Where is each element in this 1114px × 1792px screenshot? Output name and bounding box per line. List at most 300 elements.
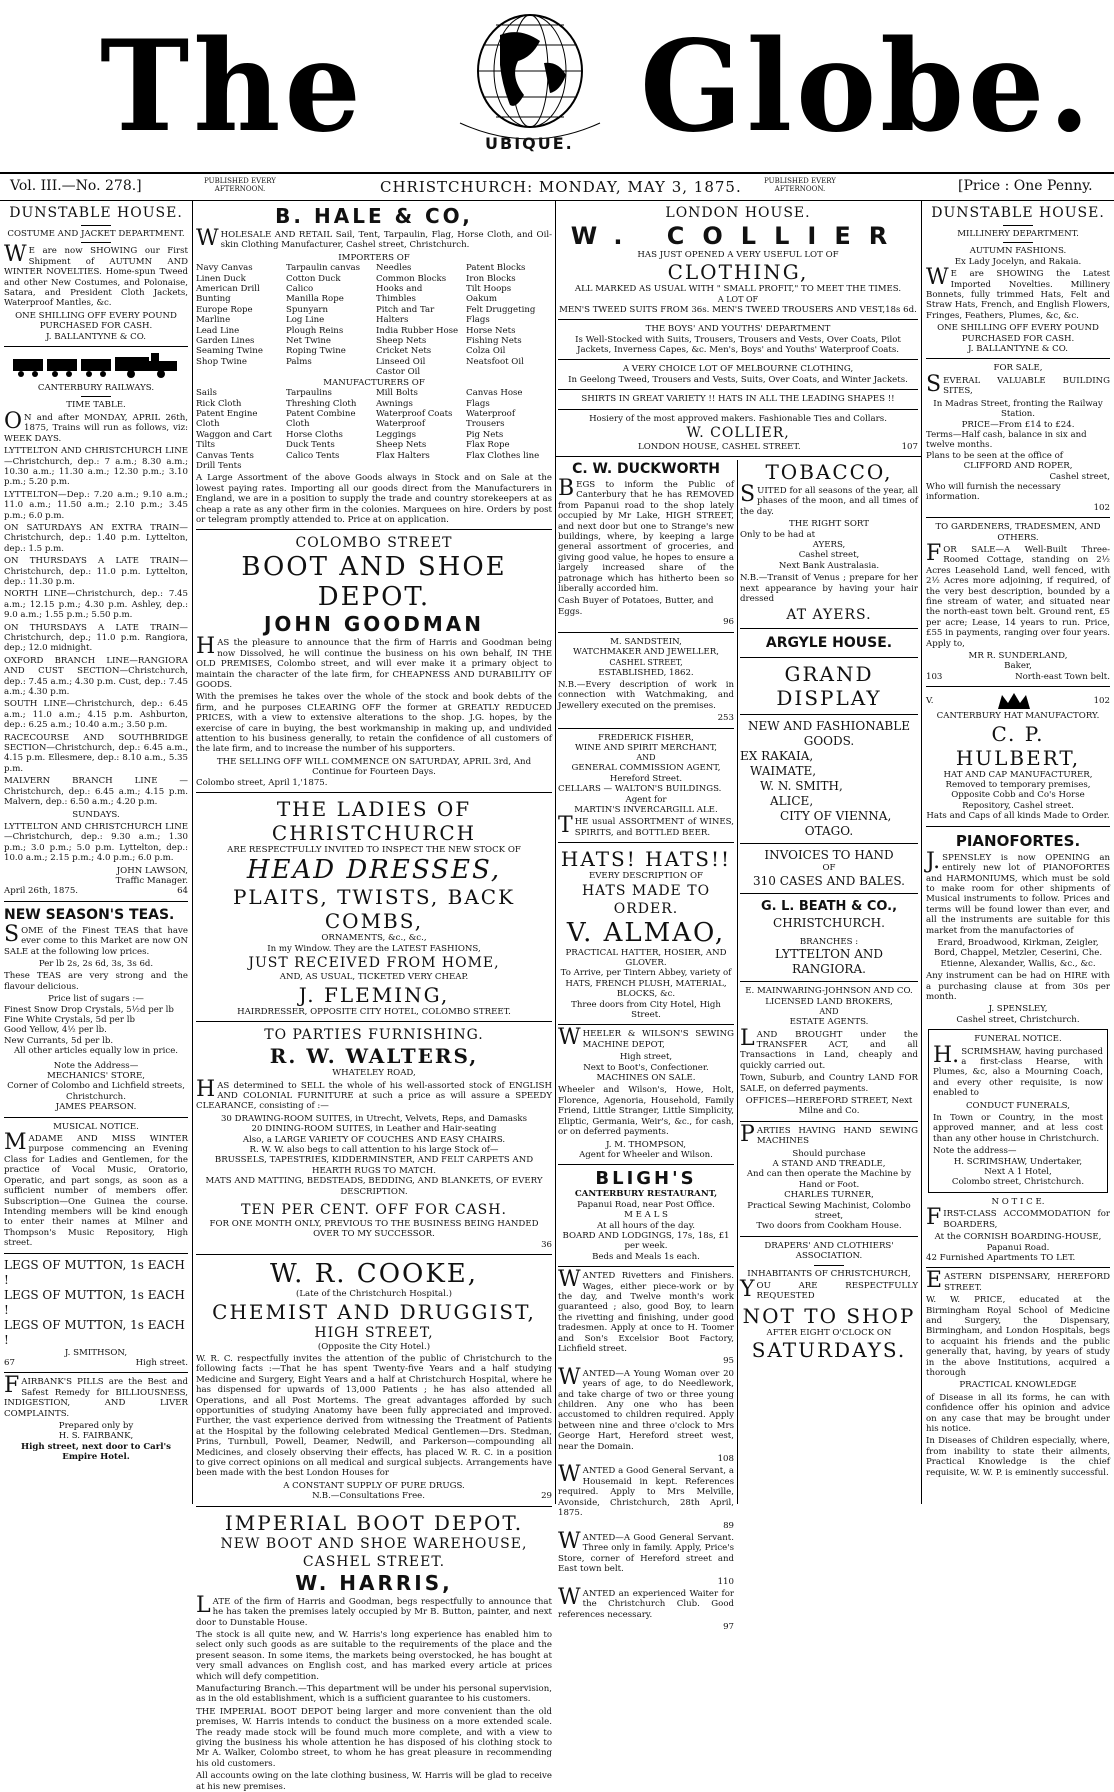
masthead-title-left: The bbox=[100, 12, 365, 161]
ad-heading: COLOMBO STREET bbox=[295, 535, 453, 552]
column-divider bbox=[921, 200, 922, 1504]
ad-body: HAS determined to SELL the whole of his well-assorted stock of ENGLISH AND COLONIAL FURNITURE at such a price as will assure a SPEEDY CLEARANCE, consisting of :— bbox=[196, 1076, 552, 1112]
ad-body: MADAME AND MISS WINTER purpose commencing an Evening Class for Ladies and Gentlemen, for the practice of Vocal Music, Oratorio, Operatic, and part songs, as soon as a sufficient number of members offer. Subscription—One Guinea the course. Intending members will be kind enough to enter their names at Milner and Thompson's Music Repository, High street. bbox=[4, 1130, 188, 1249]
ad-body: WANTED a Good General Servant, a Housemaid in kept. References required. Apply to Mrs Melville, Avonside, Christchurch, 28th April, 1875. bbox=[558, 1462, 734, 1519]
column-3b bbox=[740, 460, 918, 1504]
ad-text: To Arrive, per Tintern Abbey, variety of bbox=[560, 968, 732, 979]
ad-text: MARTIN'S INVERCARGILL ALE. bbox=[574, 804, 718, 815]
ad-text: Hosiery of the most approved makers. Fashionable Ties and Collars. bbox=[589, 413, 887, 424]
ad-subheading: A VERY CHOICE LOT OF MELBOURNE CLOTHING, bbox=[622, 364, 854, 375]
crown-icon bbox=[996, 691, 1032, 711]
ad-text: FOR ONE MONTH ONLY, PREVIOUS TO THE BUSINESS BEING HANDED OVER TO MY SUCCESSOR. bbox=[209, 1218, 539, 1240]
column-2 bbox=[196, 204, 552, 1792]
list-item: Waterproof Trousers bbox=[466, 408, 515, 430]
ad-text: ARE RESPECTFULLY INVITED TO INSPECT THE NEW STOCK OF bbox=[227, 845, 521, 856]
ad-text: Cash Buyer of Potatoes, Butter, and Eggs. bbox=[558, 596, 714, 617]
ad-text: BRANCHES : bbox=[799, 936, 859, 947]
ad-text: AND, AS USUAL, TICKETED VERY CHEAP. bbox=[279, 972, 469, 983]
list-item: Europe Rope bbox=[196, 304, 253, 315]
ad-text: LICENSED LAND BROKERS, bbox=[765, 996, 893, 1007]
ad-signature: MR R. SUNDERLAND, bbox=[968, 651, 1068, 662]
ad-text: SEVERAL VALUABLE BUILDING SITES, bbox=[926, 371, 1110, 397]
ad-body: WE are now SHOWING our First Shipment of AUTUMN AND WINTER NOVELTIES. Home-spun Tweed and other New Costumes, and Polonaise, Satara, and President Cloth Jackets, Waterproof Mantles, &c. bbox=[4, 242, 188, 309]
list-item: Hooks and Thimbles bbox=[376, 284, 423, 305]
list-item: Calico bbox=[286, 284, 314, 295]
ad-body: In Diseases of Children especially, where, from inability to state their ailments, Practical Knowledge is the chief requisite, W. W. P. is eminently successful. bbox=[926, 1436, 1110, 1478]
ad-text: (Late of the Christchurch Hospital.) bbox=[296, 1289, 452, 1300]
ad-text: YOU ARE RESPECTFULLY REQUESTED bbox=[740, 1277, 918, 1303]
ad-heading: C. W. DUCKWORTH bbox=[572, 461, 720, 477]
ad-text: 42 Furnished Apartments TO LET. bbox=[926, 1252, 1076, 1263]
ad-body: WANTED—A Young Woman over 20 years of age, to do Needlework, and take charge of two or three young children. Any one who has been accustomed to children required. Apply between nine and three o'clock to Mrs George Hart, Hereford street west, near the Domain. bbox=[558, 1364, 734, 1452]
ad-heading: FOR SALE, bbox=[993, 363, 1043, 374]
list-item: Flax Rope bbox=[466, 440, 510, 451]
ad-body: THE usual ASSORTMENT of WINES, SPIRITS, and BOTTLED BEER. bbox=[558, 813, 734, 839]
ad-text: LEGS OF MUTTON, 1s EACH ! bbox=[4, 1317, 185, 1347]
list-item: Sheep Nets bbox=[376, 440, 427, 451]
ad-text: In Madras Street, fronting the Railway Station. bbox=[933, 398, 1103, 420]
list-item: Navy Canvas bbox=[196, 263, 253, 274]
ad-body: SUITED for all seasons of the year, all phases of the moon, and all times of the day. bbox=[740, 482, 918, 517]
list-item: Common Blocks bbox=[376, 273, 447, 284]
ad-text: LYTTELTON AND RANGIORA. bbox=[774, 947, 884, 977]
ad-heading: MUSICAL NOTICE. bbox=[53, 1121, 139, 1132]
ad-text: A STAND AND TREADLE, bbox=[772, 1158, 886, 1169]
ad-heading: THE LADIES OF CHRISTCHURCH bbox=[271, 797, 477, 846]
ad-subheading: CANTERBURY RESTAURANT, bbox=[574, 1189, 718, 1200]
ad-heading: FUNERAL NOTICE. bbox=[974, 1034, 1062, 1045]
ad-body: FAIRBANK'S PILLS are the Best and Safest Remedy for BILLIOUSNESS, INDIGESTION, AND LIVER COMPLAINTS. bbox=[4, 1373, 188, 1419]
list-item: Flax Halters bbox=[376, 450, 430, 461]
ad-body: All accounts owing on the late clothing business, W. Harris will be glad to receive at his new premises. bbox=[196, 1771, 552, 1792]
column-1 bbox=[4, 204, 188, 1504]
ad-text: Cashel street, bbox=[798, 550, 860, 561]
column-divider bbox=[192, 200, 193, 1504]
ad-heading: W. R. COOKE, bbox=[269, 1259, 478, 1290]
ad-text: Corner of Colombo and Lichfield streets, Christchurch. bbox=[7, 1081, 185, 1102]
list-item: Oakum bbox=[466, 294, 498, 305]
motto: UBIQUE. bbox=[485, 134, 574, 153]
ad-text: At the CORNISH BOARDING-HOUSE, Papanui Road. bbox=[934, 1232, 1102, 1253]
ad-heading: JOHN GOODMAN bbox=[263, 612, 485, 637]
ad-text: In Geelong Tweed, Trousers and Vests, Suits, Over Coats, and Winter Jackets. bbox=[568, 374, 908, 385]
ad-number: 95 bbox=[723, 1356, 734, 1367]
ad-signature: JOHN LAWSON, bbox=[116, 865, 188, 876]
ad-text: V. bbox=[926, 696, 934, 707]
price-item: New Currants, 5d per lb. bbox=[4, 1035, 114, 1046]
timetable-row: LYTTELTON—Dep.: 7.20 a.m.; 9.10 a.m.; 11.0 a.m.; 11.50 a.m.; 2.10 p.m.; 3.45 p.m.; 6.0 p.m. bbox=[4, 489, 188, 521]
ad-text: Agent for Wheeler and Wilson. bbox=[579, 1149, 713, 1160]
list-item: Mill Bolts bbox=[376, 388, 418, 399]
list-item: Horse Cloths bbox=[286, 429, 343, 440]
ad-text: Removed to temporary premises, bbox=[945, 780, 1091, 791]
ad-text: Only to be had at bbox=[740, 529, 816, 540]
ad-text: MECHANICS' STORE, bbox=[47, 1071, 145, 1082]
ad-number: 67 bbox=[4, 1357, 15, 1368]
ad-heading: V. ALMAO, bbox=[566, 917, 726, 948]
ad-text: A LOT OF bbox=[717, 294, 759, 304]
column-3a bbox=[558, 460, 734, 1633]
ad-text: PRICE—From £14 to £24. bbox=[961, 419, 1075, 430]
ad-subheading: IMPORTERS OF bbox=[338, 252, 410, 263]
list-item: Manilla Rope bbox=[286, 294, 344, 305]
ad-number: 96 bbox=[723, 617, 734, 628]
ad-body: Any instrument can be had on HIRE with a purchasing clause at from 30s per month. bbox=[926, 971, 1110, 1002]
ad-text: These TEAS are very strong and the flavour delicious. bbox=[4, 971, 188, 992]
list-item: Log Line bbox=[286, 315, 325, 326]
ad-signature: J. SMITHSON, bbox=[64, 1347, 128, 1358]
ad-text: Cashel street, bbox=[1049, 471, 1110, 482]
list-item: Spunyarn bbox=[286, 304, 329, 315]
ad-text: North-east Town belt. bbox=[1015, 671, 1110, 682]
ad-body: FIRST-CLASS ACCOMMODATION for BOARDERS, bbox=[926, 1205, 1110, 1231]
ad-text: WHATELEY ROAD, bbox=[332, 1068, 416, 1079]
ad-number: 110 bbox=[717, 1576, 734, 1587]
ad-text: 30 DRAWING-ROOM SUITES, in Utrecht, Velvets, Reps, and Damasks bbox=[220, 1113, 528, 1124]
ad-heading: C. P. HULBERT, bbox=[955, 721, 1081, 770]
ad-text: High street, next door to Carl's Empire Hotel. bbox=[20, 1441, 171, 1463]
ad-body: ON and after MONDAY, APRIL 26th, 1875, Trains will run as follows, viz: WEEK DAYS. bbox=[4, 408, 188, 444]
ad-heading: SATURDAYS. bbox=[751, 1338, 907, 1363]
ad-text: Agent for bbox=[625, 794, 667, 805]
ad-text: AND bbox=[636, 753, 656, 763]
ad-body: N.B.—Every description of work in connection with Watchmaking, and Jewellery executed on the premises. bbox=[558, 679, 734, 711]
ad-body: FOR SALE—A Well-Built Three-Roomed Cottage, standing on 2½ Acres Leasehold Land, well fenced, with 2½ Acres more adjoining, if required, of the very best description, bounded by a fine stream of water, and situated near the north-east town belt. Ground rent, £5 per acre; Lease, 14 years to run. Price, £55 in payments, ranging over four years. Apply to, bbox=[926, 540, 1110, 649]
ad-number: 102 bbox=[1093, 696, 1110, 707]
ad-heading: CANTERBURY HAT MANUFACTORY. bbox=[936, 711, 1100, 722]
ad-text: (Opposite the City Hotel.) bbox=[317, 1341, 431, 1352]
ad-text: HAS JUST OPENED A VERY USEFUL LOT OF bbox=[637, 250, 839, 260]
ad-text: ESTATE AGENTS. bbox=[789, 1017, 869, 1028]
publication-note: PUBLISHED EVERY AFTERNOON. bbox=[764, 177, 836, 193]
ad-body: of Disease in all its forms, he can with confidence offer his opinion and advice on any case that may be brought under his notice. bbox=[926, 1392, 1110, 1434]
ad-body: A Large Assortment of the above Goods always in Stock and on Sale at the lowest paying rates. Importing all our goods direct from the Manufacturers in England, we are in a position to supply the trade and country storekeepers at as cheap a rate as any other firm in the colonies. Marquees on hire. Orders by post or telegram promptly attended to. Price at on application. bbox=[196, 473, 552, 525]
ad-heading: IMPERIAL BOOT DEPOT. bbox=[224, 1510, 524, 1535]
list-item: Cotton Duck bbox=[286, 273, 341, 284]
date-line: CHRISTCHURCH: MONDAY, MAY 3, 1875. bbox=[380, 178, 742, 196]
globe-icon bbox=[440, 5, 620, 145]
ad-number: 253 bbox=[717, 713, 734, 724]
ad-text: Colombo street, Christchurch. bbox=[951, 1177, 1085, 1188]
ad-subheading: THE BOYS' AND YOUTHS' DEPARTMENT bbox=[645, 324, 831, 335]
ad-signature-title: Traffic Manager. bbox=[115, 875, 188, 886]
ad-text: MATS AND MATTING, BEDSTEADS, BEDDING, AND BLANKETS, OF EVERY DESCRIPTION. bbox=[205, 1176, 543, 1197]
ad-number: 36 bbox=[541, 1239, 552, 1250]
ad-number: 97 bbox=[723, 1622, 734, 1633]
ad-number: 108 bbox=[717, 1454, 734, 1465]
ad-text: ORNAMENTS, &c., &c., bbox=[321, 933, 427, 944]
ad-text: Plans to be seen at the office of bbox=[926, 450, 1063, 461]
timetable-row: LYTTELTON AND CHRISTCHURCH LINE—Christchurch, dep.: 7 a.m.; 8.30 a.m.; 10.30 a.m.; 11.30 a.m.; 12.30 p.m.; 3.10 p.m.; 5.20 p.m. bbox=[4, 446, 188, 488]
divider bbox=[556, 456, 921, 457]
ad-subheading: AUTUMN FASHIONS. bbox=[969, 246, 1067, 257]
list-item: Net Twine bbox=[286, 336, 331, 347]
ad-signature: CHARLES TURNER, bbox=[784, 1190, 874, 1201]
timetable-row: SOUTH LINE—Christchurch, dep.: 6.45 a.m.; 11.0 a.m.; 4.15 p.m. Ashburton, dep.: 6.25 a.m.; 10.40 a.m.; 3.50 p.m. bbox=[4, 699, 188, 731]
ad-text: HATS, FRENCH PLUSH, MATERIAL, BLOCKS, &c. bbox=[565, 978, 727, 1000]
ad-text: 20 DINING-ROOM SUITES, in Leather and Hair-seating bbox=[251, 1124, 497, 1135]
ad-number: 89 bbox=[723, 1520, 734, 1531]
ad-body: THE IMPERIAL BOOT DEPOT being larger and more convenient than the old premises, W. Harris intends to conduct the business on a more extended scale. The ready made stock will be found much more complete, and with a view to giving the business his whole attention he has disposed of his clothing stock to Mr A. Walker, Colombo street, to whom he has great pleasure in recommending his old customers. bbox=[196, 1706, 552, 1769]
ad-signature: J. SPENSLEY, bbox=[988, 1004, 1048, 1015]
ad-subheading: COSTUME AND JACKET DEPARTMENT. bbox=[7, 229, 185, 239]
ad-heading: BLIGH'S bbox=[595, 1168, 697, 1190]
ad-text: Erard, Broadwood, Kirkman, Zeigler, Bord, Chappel, Metzler, Ceserini, Che. Etienne, Alexander, Wallis, &c., &c. bbox=[933, 937, 1103, 969]
ad-heading: HATS! HATS!! bbox=[560, 847, 732, 872]
list-item: Lead Line bbox=[196, 325, 240, 336]
ad-heading: CHEMIST AND DRUGGIST, bbox=[212, 1299, 536, 1324]
ad-heading: HATS MADE TO ORDER. bbox=[581, 882, 711, 917]
list-item: Neatsfoot Oil bbox=[466, 356, 524, 367]
ad-heading: PARTIES HAVING HAND SEWING MACHINES bbox=[740, 1121, 918, 1147]
ad-number: 29 bbox=[541, 1491, 552, 1502]
ad-heading: WHEELER & WILSON'S SEWING MACHINE DEPOT, bbox=[558, 1025, 734, 1051]
ad-text: INVOICES TO HAND bbox=[764, 848, 894, 863]
ad-text: 310 CASES AND BALES. bbox=[752, 873, 905, 888]
list-item: Patent Combine Cloth bbox=[286, 408, 356, 430]
ad-body: WHOLESALE AND RETAIL Sail, Tent, Tarpaulin, Flag, Horse Cloth, and Oil-skin Clothing Manufacturer, Cashel street, Christchurch. bbox=[196, 226, 552, 251]
ad-text: CASHEL STREET, bbox=[609, 657, 683, 667]
masthead-title-right: Globe. bbox=[640, 12, 1095, 161]
ad-text: Three doors from City Hotel, High Street. bbox=[571, 999, 721, 1021]
ad-text: And can then operate the Machine by Hand or Foot. bbox=[746, 1169, 912, 1190]
list-item: Tilt Hoops bbox=[466, 284, 512, 295]
ad-subheading: SUNDAYS. bbox=[72, 809, 120, 820]
ad-text: Ex Lady Jocelyn, and Rakaia. bbox=[954, 256, 1082, 267]
ad-text: R. W. W. also begs to call attention to his large Stock of— bbox=[249, 1144, 499, 1155]
ad-text: AYERS, bbox=[812, 540, 846, 551]
ad-heading: DUNSTABLE HOUSE. bbox=[9, 205, 183, 221]
ad-heading: B. HALE & CO, bbox=[275, 204, 473, 228]
ad-text: Also, a LARGE VARIETY OF COUCHES AND EASY CHAIRS. bbox=[242, 1134, 506, 1145]
price-item: Finest Snow Drop Crystals, 5½d per lb bbox=[4, 1004, 174, 1015]
ad-heading: PIANOFORTES. bbox=[955, 831, 1081, 850]
ad-signature: H. SCRIMSHAW, Undertaker, bbox=[953, 1156, 1083, 1167]
ad-text: PRACTICAL HATTER, HOSIER, AND GLOVER. bbox=[565, 947, 727, 968]
ad-text: Should purchase bbox=[792, 1148, 866, 1159]
list-item: Cricket Nets bbox=[376, 346, 432, 357]
list-item: Flags bbox=[466, 398, 490, 409]
ad-text: N.B.—Consultations Free. bbox=[312, 1491, 425, 1502]
ad-text: Price list of sugars :— bbox=[48, 994, 144, 1005]
masthead bbox=[0, 0, 1114, 170]
ad-text: High street, bbox=[619, 1052, 673, 1063]
ad-heading: M. SANDSTEIN, bbox=[610, 636, 682, 647]
ad-text: Baker, bbox=[1004, 661, 1032, 672]
list-item: Duck Tents bbox=[286, 440, 335, 451]
list-item: Pitch and Tar bbox=[376, 304, 435, 315]
ad-body: WANTED an experienced Waiter for the Christchurch Club. Good references necessary. bbox=[558, 1584, 734, 1620]
ad-heading: ARGYLE HOUSE. bbox=[765, 635, 893, 652]
list-item: Sails bbox=[196, 388, 217, 399]
ad-text: ALL MARKED AS USUAL WITH " SMALL PROFIT," TO MEET THE TIMES. bbox=[574, 284, 902, 295]
list-item: Drill Tents bbox=[196, 460, 242, 471]
list-item: Threshing Cloth bbox=[286, 398, 357, 409]
list-item: Waterproof Leggings bbox=[376, 419, 425, 440]
list-item: Horse Nets bbox=[466, 325, 516, 336]
list-item: Flax Clothes line bbox=[466, 450, 540, 461]
list-item: Waterproof Coats bbox=[376, 408, 453, 419]
ad-body: Town, Suburb, and Country LAND FOR SALE, on deferred payments. bbox=[740, 1073, 918, 1094]
ad-text: CITY OF VIENNA, bbox=[780, 809, 892, 824]
timetable-row: LYTTELTON AND CHRISTCHURCH LINE—Christchurch, dep.: 9.30 a.m.; 1.30 p.m.; 3.0 p.m.; 5.0 p.m. Lyttelton, dep.: 10.0 a.m.; 2.15 p.m.; 4.0 p.m.; 6.0 p.m. bbox=[4, 821, 188, 864]
ad-text: CHRISTCHURCH. bbox=[773, 915, 885, 930]
ad-subheading: MILLINERY DEPARTMENT. bbox=[957, 229, 1079, 239]
ad-body: SOME of the Finest TEAS that have ever come to this Market are now ON SALE at the following low prices. bbox=[4, 921, 188, 957]
ad-signature: J. FLEMING, bbox=[298, 982, 450, 1007]
ad-number: 107 bbox=[901, 442, 918, 453]
ad-text: INHABITANTS OF CHRISTCHURCH, bbox=[747, 1268, 911, 1279]
ad-text: GOODS. bbox=[803, 734, 855, 749]
ad-number: 103 bbox=[926, 671, 943, 682]
ad-heading: CLOTHING, bbox=[667, 260, 809, 285]
ad-date: April 26th, 1875. bbox=[4, 886, 79, 897]
ad-heading: TOBACCO, bbox=[765, 460, 893, 484]
ad-heading: W. COLLIER bbox=[570, 222, 906, 250]
list-item: Colza Oil bbox=[466, 346, 506, 357]
ad-date: Colombo street, April 1,'1875. bbox=[196, 777, 328, 788]
ad-heading: DUNSTABLE HOUSE. bbox=[931, 205, 1105, 221]
ad-heading: GRAND DISPLAY bbox=[776, 662, 882, 711]
ad-text: OF bbox=[822, 863, 836, 874]
list-item: Waggon and Cart Tilts bbox=[196, 429, 272, 451]
ad-text: CELLARS — WALTON'S BUILDINGS. bbox=[558, 784, 722, 795]
ad-heading: TO GARDENERS, TRADESMEN, AND OTHERS. bbox=[935, 522, 1101, 543]
ad-number: 102 bbox=[1093, 502, 1110, 513]
ad-text: Next A 1 Hotel, bbox=[984, 1167, 1052, 1178]
ad-text: Cashel street, Christchurch. bbox=[956, 1014, 1080, 1025]
ad-heading: N O T I C E. bbox=[991, 1196, 1045, 1207]
ad-text: W. N. SMITH, bbox=[760, 779, 843, 794]
ad-heading: WATCHMAKER AND JEWELLER, bbox=[573, 647, 719, 658]
ad-body: LAND BROUGHT under the TRANSFER ACT, and all Transactions in Land, cheaply and quickly carried out. bbox=[740, 1025, 918, 1071]
column-3-top bbox=[558, 204, 918, 454]
list-item: Flags bbox=[466, 315, 490, 326]
ad-text: Note the Address— bbox=[53, 1060, 139, 1071]
ad-body: HAS the pleasure to announce that the firm of Harris and Goodman being now Dissolved, he will continue the business on his own behalf, IN THE OLD PREMISES, Colombo street, and will ever make it a primary object to maintain the character of the late firm, for CHEAPNESS AND DURABILITY OF GOODS. bbox=[196, 634, 552, 690]
list-item: Halters bbox=[376, 315, 409, 326]
ad-text: ALICE, bbox=[770, 794, 814, 809]
ad-body: W. W. PRICE, educated at the Birmingham Royal School of Medicine and Surgery, the Dispensary, Birmingham, and London Hospitals, begs to acquaint his friends and the public generally that, having, by years of study in the above Institutions, acquired a thorough bbox=[926, 1295, 1110, 1378]
list-item: Shop Twine bbox=[196, 356, 247, 367]
ad-text: Hereford Street. bbox=[609, 773, 683, 784]
timetable-row: ON THURSDAYS A LATE TRAIN—Christchurch, dep.; 11.0 p.m. Rangiora, dep.; 12.0 midnight. bbox=[4, 622, 188, 654]
ad-text: THE RIGHT SORT bbox=[789, 519, 869, 530]
ad-text: OTAGO. bbox=[804, 824, 854, 839]
list-item: Felt Druggeting bbox=[466, 304, 536, 315]
timetable-row: OXFORD BRANCH LINE—RANGIORA AND CUST SECTION—Christchurch, dep.: 7.45 a.m.; 4.30 p.m. Cust, dep.: 7.45 a.m.; 4.30 p.m. bbox=[4, 655, 188, 698]
ad-heading: EASTERN DISPENSARY, HEREFORD STREET. bbox=[926, 1268, 1110, 1294]
ad-heading: FREDERICK FISHER, bbox=[598, 732, 694, 743]
ad-text: ONE SHILLING OFF EVERY POUND PURCHASED FOR CASH. bbox=[937, 323, 1099, 344]
ad-text: Next to Boot's, Confectioner. bbox=[583, 1062, 709, 1073]
column-divider bbox=[555, 200, 556, 1504]
timetable-row: ON THURSDAYS A LATE TRAIN—Christchurch, dep.: 11.0 p.m. Lyttelton, dep.: 11.30 p.m. bbox=[4, 556, 188, 587]
ad-text: Beds and Meals 1s each. bbox=[592, 1251, 700, 1262]
ad-text: At all hours of the day. bbox=[596, 1220, 696, 1231]
ad-body: J.SPENSLEY is now OPENING an entirely new lot of PIANOFORTES and HARMONIUMS, which must be sold to make room for other shipments of Musical instruments to follow. Prices and terms will be found lower than ever, and all the instruments are suitable for this market from the manufactories of bbox=[926, 848, 1110, 936]
ad-body: With the premises he takes over the whole of the stock and book debts of the firm, and he purposes CLEARING OFF the former at GREATLY REDUCED PRICES, with a view to extensive alterations to the shop. J.G. hopes, by the exercise of care in buying, the best workmanship in making up, and undivided attention to his business generally, to retain the confidence of all customers of the late firm, and to increase the number of his supporters. bbox=[196, 692, 552, 755]
ad-text: Practical Sewing Machinist, Colombo street, bbox=[747, 1200, 911, 1221]
ad-body: W. R. C. respectfully invites the attention of the public of Christchurch to the following facts :—That he has spent Twenty-five Years and a half studying Medicine and Surgery, Eight Years and a half at Christchurch Hospital, where he has dispensed for upwards of 13,000 Patients ; he has also attended all Operations, and all Post Mortems. The great advantages afforded by such opportunities of studying Anatomy have been fully appreciated and improved. Further, the vast experience derived from witnessing the Treatment of Patients at the Hospital by the following celebrated Medical Gentlemen—Drs. Stedman, Prins, Turnbull, Powell, Deamer, Nedwill, and Parkerson—compounding all Medicines, and closely observing their effects, has placed W. R. C. in a position to give correct opinions on all medical and surgical subjects. Arrangements have been made with the best London Houses for bbox=[196, 1354, 552, 1479]
list-item: Garden Lines bbox=[196, 336, 255, 347]
ad-signature: J. BALLANTYNE & CO. bbox=[45, 331, 147, 342]
ad-text: TEN PER CENT. OFF FOR CASH. bbox=[241, 1201, 507, 1218]
timetable-row: MALVERN BRANCH LINE — Christchurch, dep.: 6.45 a.m.; 4.15 p.m. Malvern, dep.: 6.50 a.m.; 4.20 p.m. bbox=[4, 776, 188, 808]
ad-text: AT AYERS. bbox=[786, 607, 872, 624]
ad-text: BRUSSELS, TAPESTRIES, KIDDERMINSTER, AND FELT CARPETS AND HEARTH RUGS TO MATCH. bbox=[214, 1155, 534, 1176]
ad-body: BEGS to inform the Public of Canterbury that he has REMOVED from Papanui road to the shop lately occupied by Mr Lake, HIGH STREET, and next door but one to Strange's new buildings, where, by keeping a large general assortment of groceries, and giving good value, he hopes to ensure a largely increased share of the patronage which has hitherto been so liberally accorded him. bbox=[558, 476, 734, 595]
list-item: Plough Reins bbox=[286, 325, 344, 336]
ad-text: Hats and Caps of all kinds Made to Order. bbox=[926, 811, 1110, 822]
ad-text: ONE SHILLING OFF EVERY POUND PURCHASED FOR CASH. bbox=[15, 310, 177, 332]
ad-text: OFFICES—HEREFORD STREET, Next Milne and Co. bbox=[745, 1095, 913, 1117]
ad-body: In Town or Country, in the most approved manner, and at less cost than any other house in Christchurch. bbox=[933, 1113, 1103, 1144]
manufacturers-list bbox=[196, 388, 552, 471]
ad-subheading: NEW BOOT AND SHOE WAREHOUSE, CASHEL STREET. bbox=[220, 1535, 528, 1570]
ad-heading: R. W. WALTERS, bbox=[269, 1044, 479, 1069]
price: [Price : One Penny. bbox=[958, 178, 1093, 194]
list-item: Canvas Tents bbox=[196, 450, 254, 461]
funeral-notice bbox=[928, 1029, 1108, 1193]
ad-body: LATE of the firm of Harris and Goodman, begs respectfully to announce that he has taken the premises lately occupied by Mr B. Button, painter, and next door to Dunstable House. bbox=[196, 1592, 552, 1628]
ad-text: WAIMATE, bbox=[750, 764, 817, 779]
list-item: Tarpaulins bbox=[286, 388, 332, 399]
list-item: Rick Cloth bbox=[196, 398, 242, 409]
ad-heading: G. L. BEATH & CO., bbox=[760, 898, 898, 914]
column-4 bbox=[926, 204, 1110, 1504]
ad-text: Prepared only by bbox=[58, 1420, 134, 1431]
ad-text: CLIFFORD AND ROPER, bbox=[963, 461, 1073, 472]
ad-text: HAT AND CAP MANUFACTURER, bbox=[943, 769, 1093, 780]
ad-signature: JAMES PEARSON. bbox=[55, 1102, 137, 1113]
publication-note: PUBLISHED EVERY AFTERNOON. bbox=[204, 177, 276, 193]
dateline bbox=[0, 172, 1114, 201]
list-item: Bunting bbox=[196, 294, 231, 305]
ad-heading: TO PARTIES FURNISHING. bbox=[264, 1027, 484, 1044]
list-item: Palms bbox=[286, 356, 312, 367]
price-item: Good Yellow, 4½ per lb. bbox=[4, 1025, 107, 1036]
ad-heading: NEW SEASON'S TEAS. bbox=[4, 906, 175, 923]
ad-text: Per lb 2s, 2s 6d, 3s, 3s 6d. bbox=[38, 958, 154, 969]
ad-text: THE SELLING OFF WILL COMMENCE ON SATURDAY, APRIL 3rd, And Continue for Fourteen Days. bbox=[216, 756, 532, 778]
ad-heading: PLAITS, TWISTS, BACK COMBS, bbox=[232, 885, 516, 934]
ad-body: Manufacturing Branch.—This department will be under his personal supervision, as in the old establishment, which is a sufficient guarantee to his customers. bbox=[196, 1683, 552, 1705]
ad-text: CONDUCT FUNERALS, bbox=[965, 1100, 1070, 1111]
ad-text: Next Bank Australasia. bbox=[778, 560, 880, 571]
ad-text: Who will furnish the necessary information. bbox=[926, 481, 1061, 503]
list-item: Needles bbox=[376, 263, 412, 274]
ad-text: AFTER EIGHT O'CLOCK ON bbox=[766, 1327, 892, 1338]
ad-text: BOARD AND LODGINGS, 17s, 18s, £1 per week. bbox=[562, 1230, 730, 1252]
ad-text: In my Window. They are the LATEST FASHIONS, bbox=[267, 943, 481, 954]
list-item: American Drill bbox=[196, 284, 260, 295]
ad-body: WANTED—A Good General Servant. Three only in family. Apply, Price's Store, corner of Hereford street and East town belt. bbox=[558, 1528, 734, 1575]
ad-text: ESTABLISHED, 1862. bbox=[598, 667, 694, 678]
ad-heading: HEAD DRESSES, bbox=[246, 855, 502, 886]
list-item: Iron Blocks bbox=[466, 273, 516, 284]
timetable-row: NORTH LINE—Christchurch, dep.: 7.45 a.m.; 12.15 p.m.; 4.30 p.m. Ashley, dep.: 9.0 a.m.; 1.55 p.m.; 5.50 p.m. bbox=[4, 589, 188, 621]
list-item: Pig Nets bbox=[466, 429, 504, 440]
ad-text: WINE AND SPIRIT MERCHANT, bbox=[574, 742, 718, 753]
ad-heading: W. HARRIS, bbox=[295, 1570, 453, 1595]
ad-subheading: MANUFACTURERS OF bbox=[323, 377, 425, 388]
ad-text: SHIRTS IN GREAT VARIETY !! HATS IN ALL THE LEADING SHAPES !! bbox=[581, 394, 895, 405]
ad-signature: W. COLLIER, bbox=[686, 425, 790, 442]
list-item: India Rubber Hose bbox=[376, 325, 459, 336]
ad-signature: J. BALLANTYNE & CO. bbox=[967, 344, 1069, 355]
ad-text: EVERY DESCRIPTION OF bbox=[588, 871, 704, 882]
